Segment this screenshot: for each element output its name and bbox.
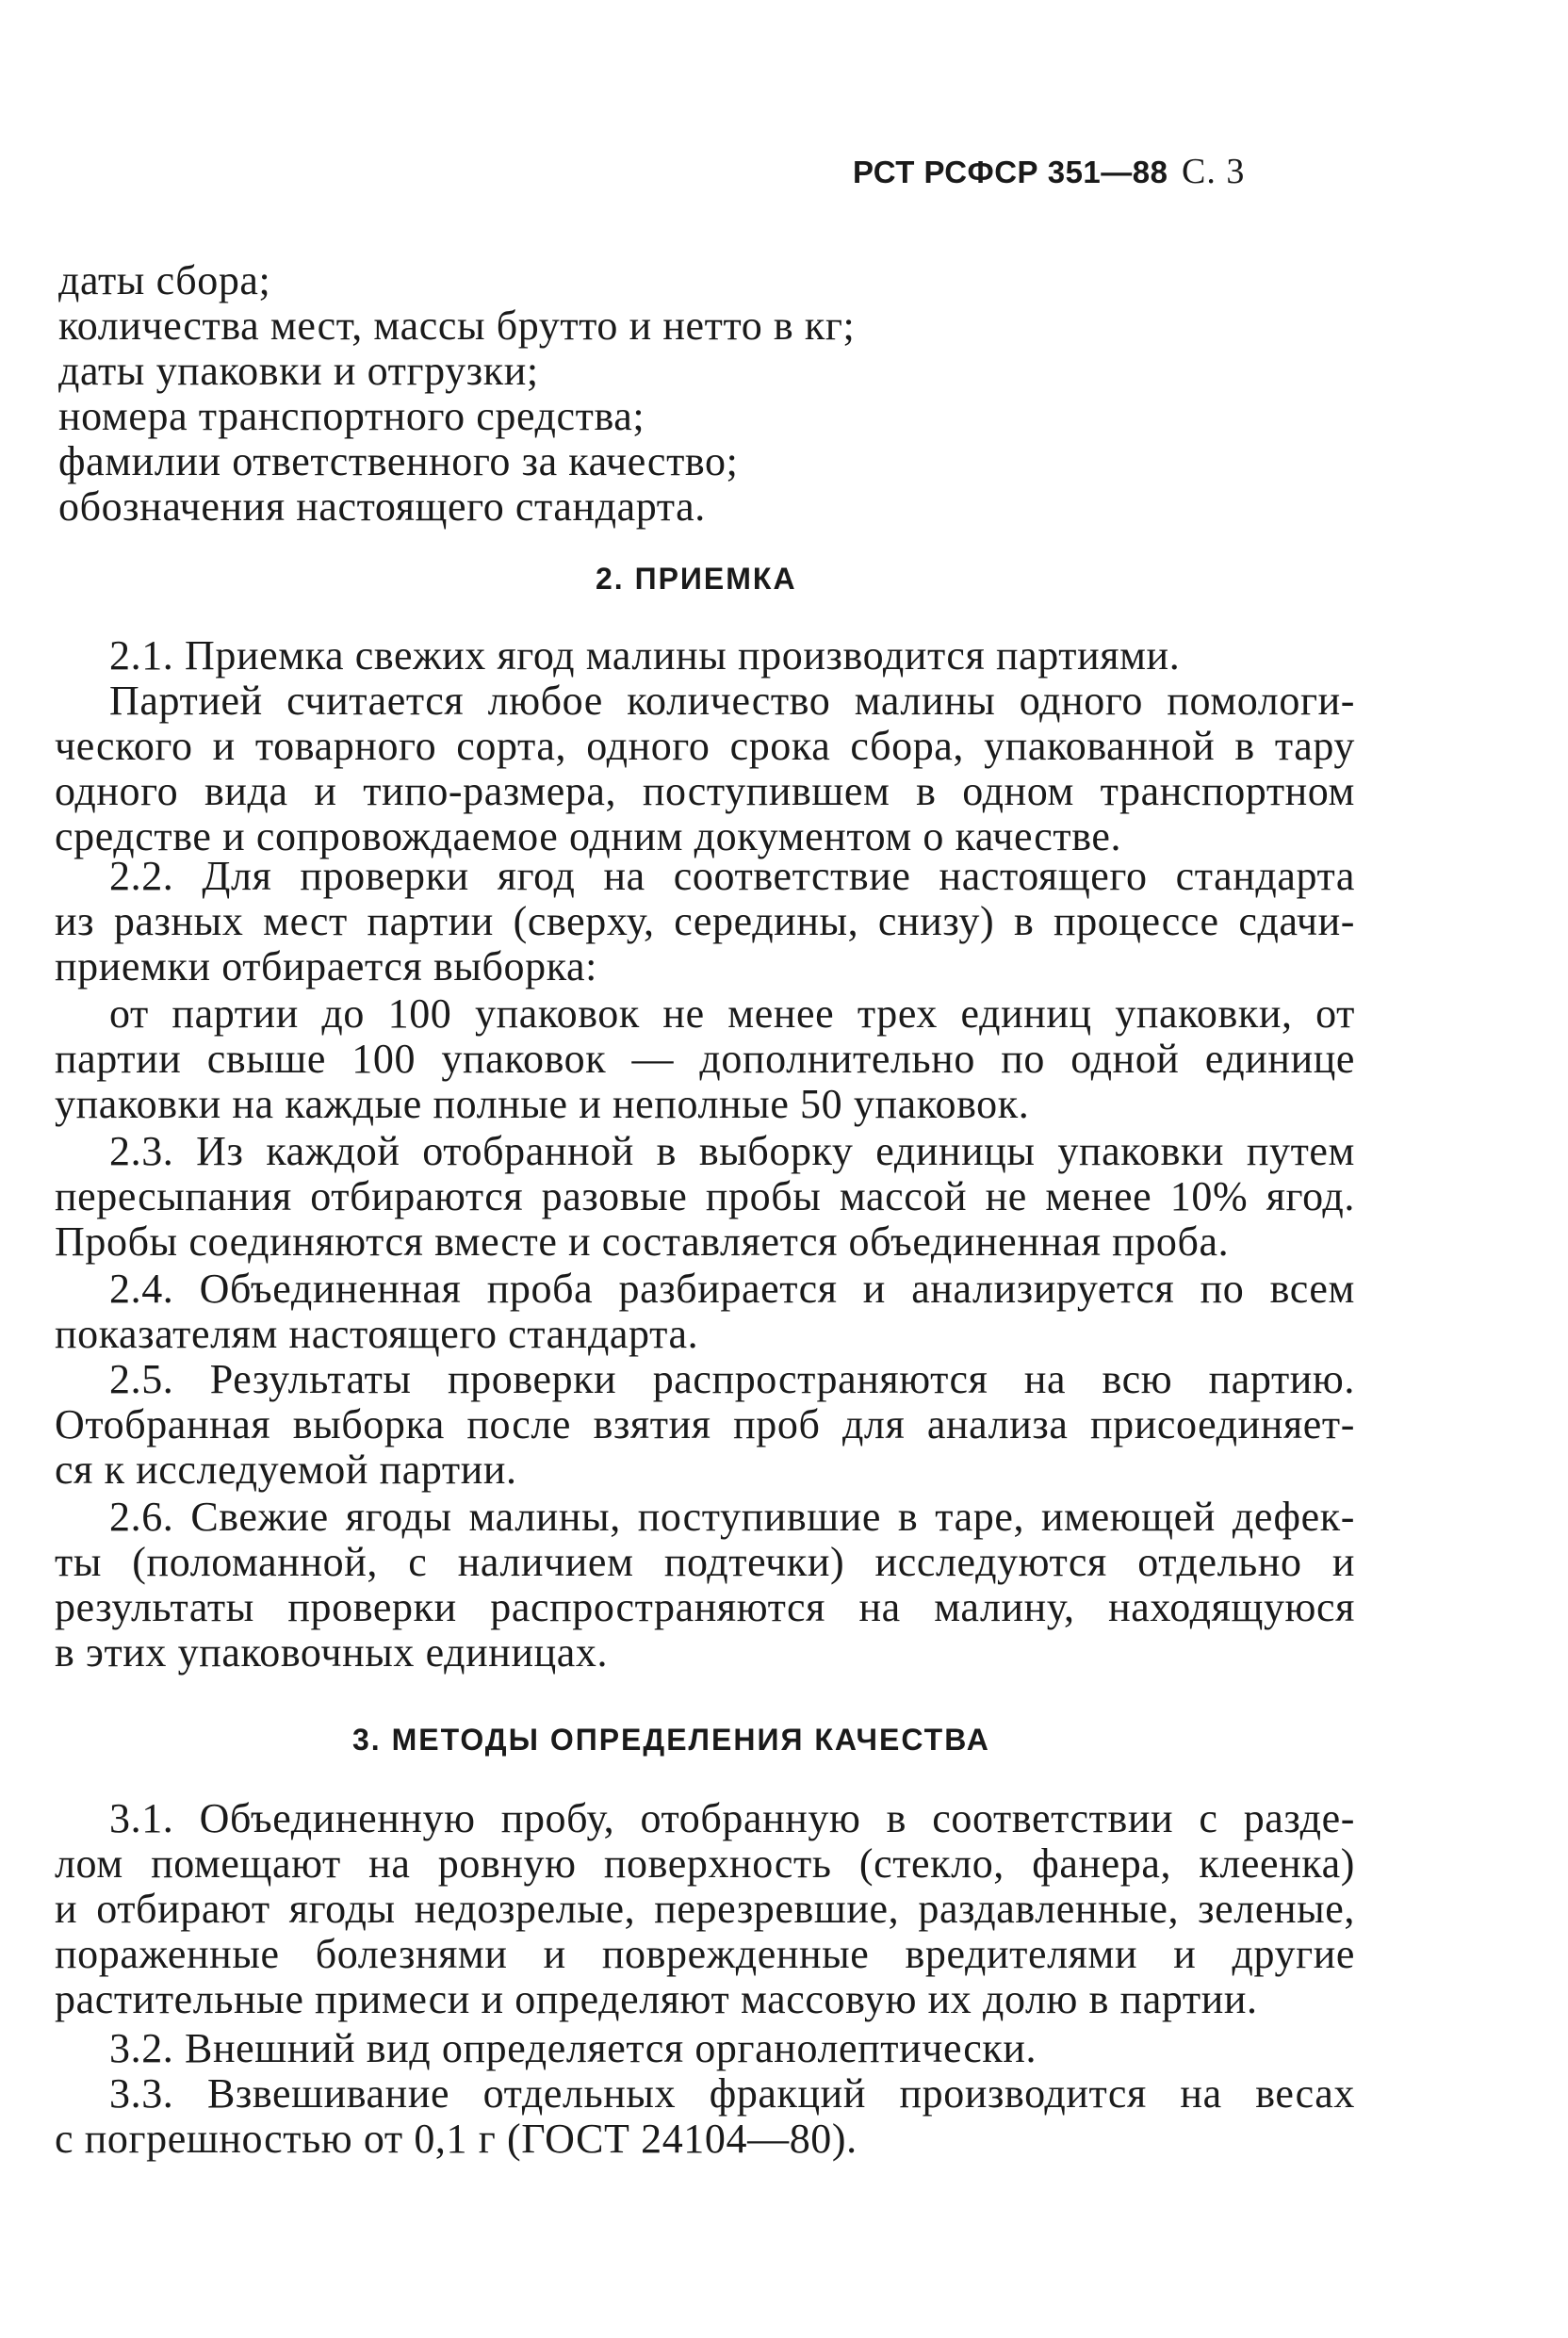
paragraph-line: ся к исследуемой партии.	[55, 1447, 517, 1493]
standard-code: РСТ РСФСР 351—88	[853, 155, 1168, 189]
paragraph-line: 2.6. Свежие ягоды малины, поступившие в таре, имеющей дефек-	[109, 1494, 1355, 1540]
paragraph-line: 2.1. Приемка свежих ягод малины производится партиями.	[109, 632, 1181, 679]
paragraph-line: Партией считается любое количество малины одного помологи-	[109, 678, 1355, 724]
list-item: даты упаковки и отгрузки;	[58, 348, 539, 394]
paragraph-2-3	[55, 1129, 1355, 1265]
paragraph-2-5	[55, 1357, 1355, 1493]
paragraph-line: лом помещают на ровную поверхность (стекло, фанера, клеенка)	[55, 1840, 1355, 1887]
paragraph-line: 3.2. Внешний вид определяется органолептически.	[109, 2025, 1037, 2071]
paragraph-line: одного вида и типо-размера, поступившем в одном транспортном	[55, 768, 1355, 814]
paragraph-line: 2.5. Результаты проверки распространяются на всю партию.	[109, 1356, 1355, 1402]
list-item: количества мест, массы брутто и нетто в кг;	[58, 302, 856, 349]
paragraph-line: партии свыше 100 упаковок — дополнительно по одной единице	[55, 1036, 1355, 1082]
paragraph-2-2-continued	[55, 991, 1355, 1127]
marking-list	[58, 258, 855, 530]
paragraph-2-2	[55, 854, 1355, 989]
paragraph-line: результаты проверки распространяются на малину, находящуюся	[55, 1584, 1355, 1630]
section-2-heading: 2. ПРИЕМКА	[596, 562, 797, 596]
paragraph-3-1	[55, 1796, 1355, 2022]
paragraph-3-3	[55, 2071, 1355, 2162]
paragraph-line: и отбирают ягоды недозрелые, перезревшие, раздавленные, зеленые,	[55, 1886, 1355, 1932]
paragraph-2-1	[55, 633, 1355, 679]
list-item: обозначения настоящего стандарта.	[58, 483, 706, 530]
list-item: номера транспортного средства;	[58, 393, 645, 439]
paragraph-line: упаковки на каждые полные и неполные 50 упаковок.	[55, 1081, 1030, 1127]
section-3-heading: 3. МЕТОДЫ ОПРЕДЕЛЕНИЯ КАЧЕСТВА	[352, 1723, 990, 1757]
paragraph-line: в этих упаковочных единицах.	[55, 1629, 609, 1676]
paragraph-line: средстве и сопровождаемое одним документом о качестве.	[55, 813, 1122, 859]
page-number: С. 3	[1182, 152, 1246, 191]
paragraph-line: 2.2. Для проверки ягод на соответствие настоящего стандарта	[109, 853, 1355, 899]
paragraph-line: пересыпания отбираются разовые пробы массой не менее 10% ягод.	[55, 1173, 1355, 1219]
paragraph-2-4	[55, 1267, 1355, 1357]
paragraph-line: 3.3. Взвешивание отдельных фракций производится на весах	[109, 2070, 1355, 2117]
list-item: даты сбора;	[58, 257, 271, 303]
paragraph-line: пораженные болезнями и поврежденные вредителями и другие	[55, 1931, 1355, 1977]
paragraph-line: Отобранная выборка после взятия проб для анализа присоединяет-	[55, 1401, 1355, 1447]
paragraph-line: ты (поломанной, с наличием подтечки) исследуются отдельно и	[55, 1539, 1355, 1585]
paragraph-line: 3.1. Объединенную пробу, отобранную в соответствии с разде-	[109, 1795, 1355, 1841]
list-item: фамилии ответственного за качество;	[58, 438, 739, 484]
paragraph-line: показателям настоящего стандарта.	[55, 1311, 699, 1357]
paragraph-line: ческого и товарного сорта, одного срока сбора, упакованной в тару	[55, 723, 1355, 769]
paragraph-line: из разных мест партии (сверху, середины, снизу) в процессе сдачи-	[55, 898, 1355, 944]
paragraph-line: 2.3. Из каждой отобранной в выборку единицы упаковки путем	[109, 1128, 1355, 1174]
paragraph-3-2	[55, 2026, 1355, 2071]
paragraph-line: растительные примеси и определяют массовую их долю в партии.	[55, 1976, 1258, 2022]
paragraph-line: приемки отбирается выборка:	[55, 943, 597, 989]
page-header	[853, 151, 1245, 192]
paragraph-line: с погрешностью от 0,1 г (ГОСТ 24104—80).	[55, 2116, 858, 2162]
paragraph-2-6	[55, 1495, 1355, 1676]
paragraph-line: Пробы соединяются вместе и составляется объединенная проба.	[55, 1218, 1230, 1265]
paragraph-2-1-continued	[55, 679, 1355, 859]
paragraph-line: 2.4. Объединенная проба разбирается и анализируется по всем	[109, 1266, 1355, 1312]
paragraph-line: от партии до 100 упаковок не менее трех единиц упаковки, от	[109, 990, 1355, 1037]
